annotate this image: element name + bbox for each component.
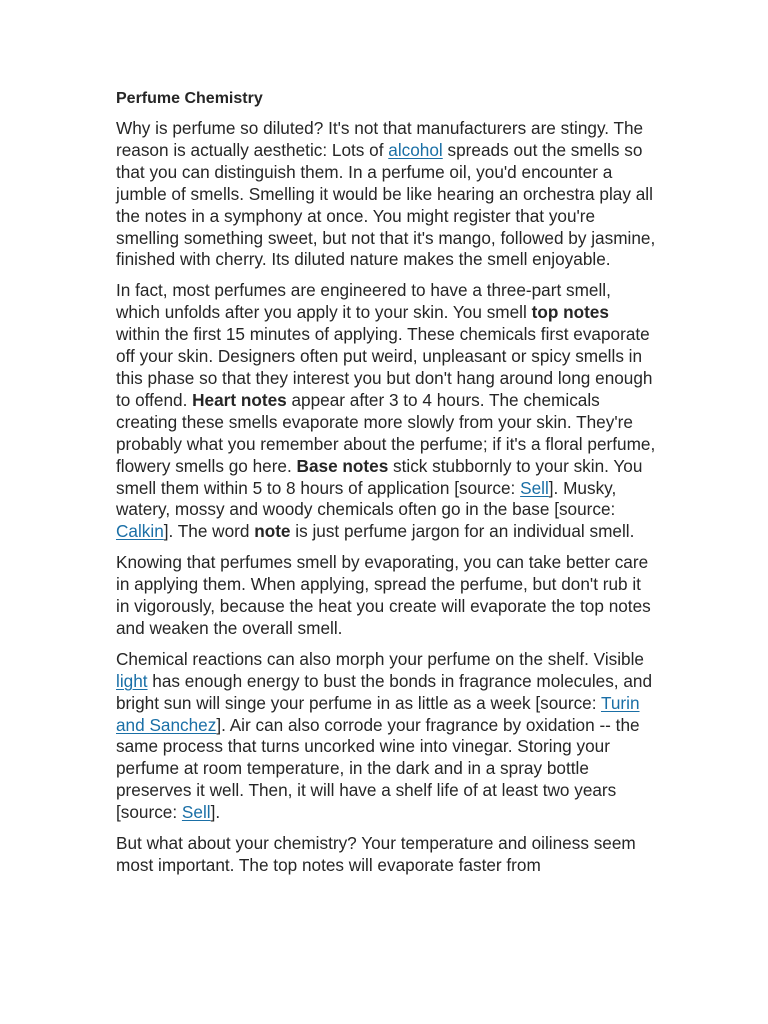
link-source-sell[interactable]: Sell — [520, 477, 549, 498]
article-title: Perfume Chemistry — [116, 90, 263, 107]
link-alcohol[interactable]: alcohol — [388, 139, 443, 160]
text-span: In fact, most perfumes are engineered to have a three-part smell, which unfolds after you apply it to your skin. You smell — [116, 280, 611, 323]
term-top-notes: top notes — [531, 302, 609, 323]
link-source-calkin[interactable]: Calkin — [116, 521, 164, 542]
text-span: ]. Air can also corrode your fragrance by oxidation -- the same process that turns uncorked wine into vinegar. Storing your perfume at room temperature, in the dark and in a spray bottle preserves it well. Then, it will have a shelf life of at least two years [source: — [116, 714, 640, 823]
paragraph-reactions — [116, 649, 656, 824]
text-span: Why is perfume so diluted? It's not that manufacturers are stingy. The reason is actually aesthetic: Lots of — [116, 118, 644, 160]
text-span: Chemical reactions can also morph your perfume on the shelf. Visible — [116, 648, 644, 669]
text-span: ]. The word — [163, 521, 255, 542]
link-source-sell[interactable]: Sell — [181, 802, 211, 823]
text-span: has enough energy to bust the bonds in fragrance molecules, and bright sun will singe your perfume in as little as a week [source: — [116, 670, 653, 713]
link-source-turin-sanchez[interactable]: Turin and Sanchez — [116, 692, 640, 735]
text-span: is just perfume jargon for an individual smell. — [290, 521, 635, 542]
text-span: stick stubbornly to your skin. You smell them within 5 to 8 hours of application [source: — [116, 455, 643, 498]
paragraph-your-chemistry — [116, 833, 656, 877]
paragraph-notes — [116, 280, 656, 543]
text-span: appear after 3 to 4 hours. The chemicals creating these smells evaporate more slowly from your skin. They're probably what you remember about the perfume; if it's a floral perfume, flowery smells go here. — [116, 389, 656, 476]
text-span: But what about your chemistry? Your temperature and oiliness seem most important. The top notes will evaporate faster from — [116, 833, 636, 875]
term-base-notes: Base notes — [296, 455, 389, 476]
text-span: spreads out the smells so that you can distinguish them. In a perfume oil, you'd encounter a jumble of smells. Smelling it would be like hearing an orchestra play all the notes in a symphony at once. You might register that you're smelling something sweet, but not that it's mango, followed by jasmine, finished with cherry. Its diluted nature makes the smell enjoyable. — [116, 139, 656, 270]
term-heart-notes: Heart notes — [192, 389, 287, 410]
document-page — [116, 88, 656, 886]
text-span: ]. Musky, watery, mossy and woody chemicals often go in the base [source: — [116, 477, 617, 520]
text-span: ]. — [210, 802, 221, 823]
paragraph-dilution — [116, 118, 656, 271]
text-span: Knowing that perfumes smell by evaporating, you can take better care in applying them. When applying, spread the perfume, but don't rub it in vigorously, because the heat you create will evaporate the top notes and weaken the overall smell. — [116, 552, 651, 638]
text-span: within the first 15 minutes of applying. These chemicals first evaporate off your skin. Designers often put weird, unpleasant or spicy smells in this phase so that they interest you but don't hang around long enough to offend. — [116, 324, 653, 410]
link-light[interactable]: light — [116, 670, 148, 691]
paragraph-applying — [116, 552, 656, 640]
term-note: note — [254, 521, 291, 542]
